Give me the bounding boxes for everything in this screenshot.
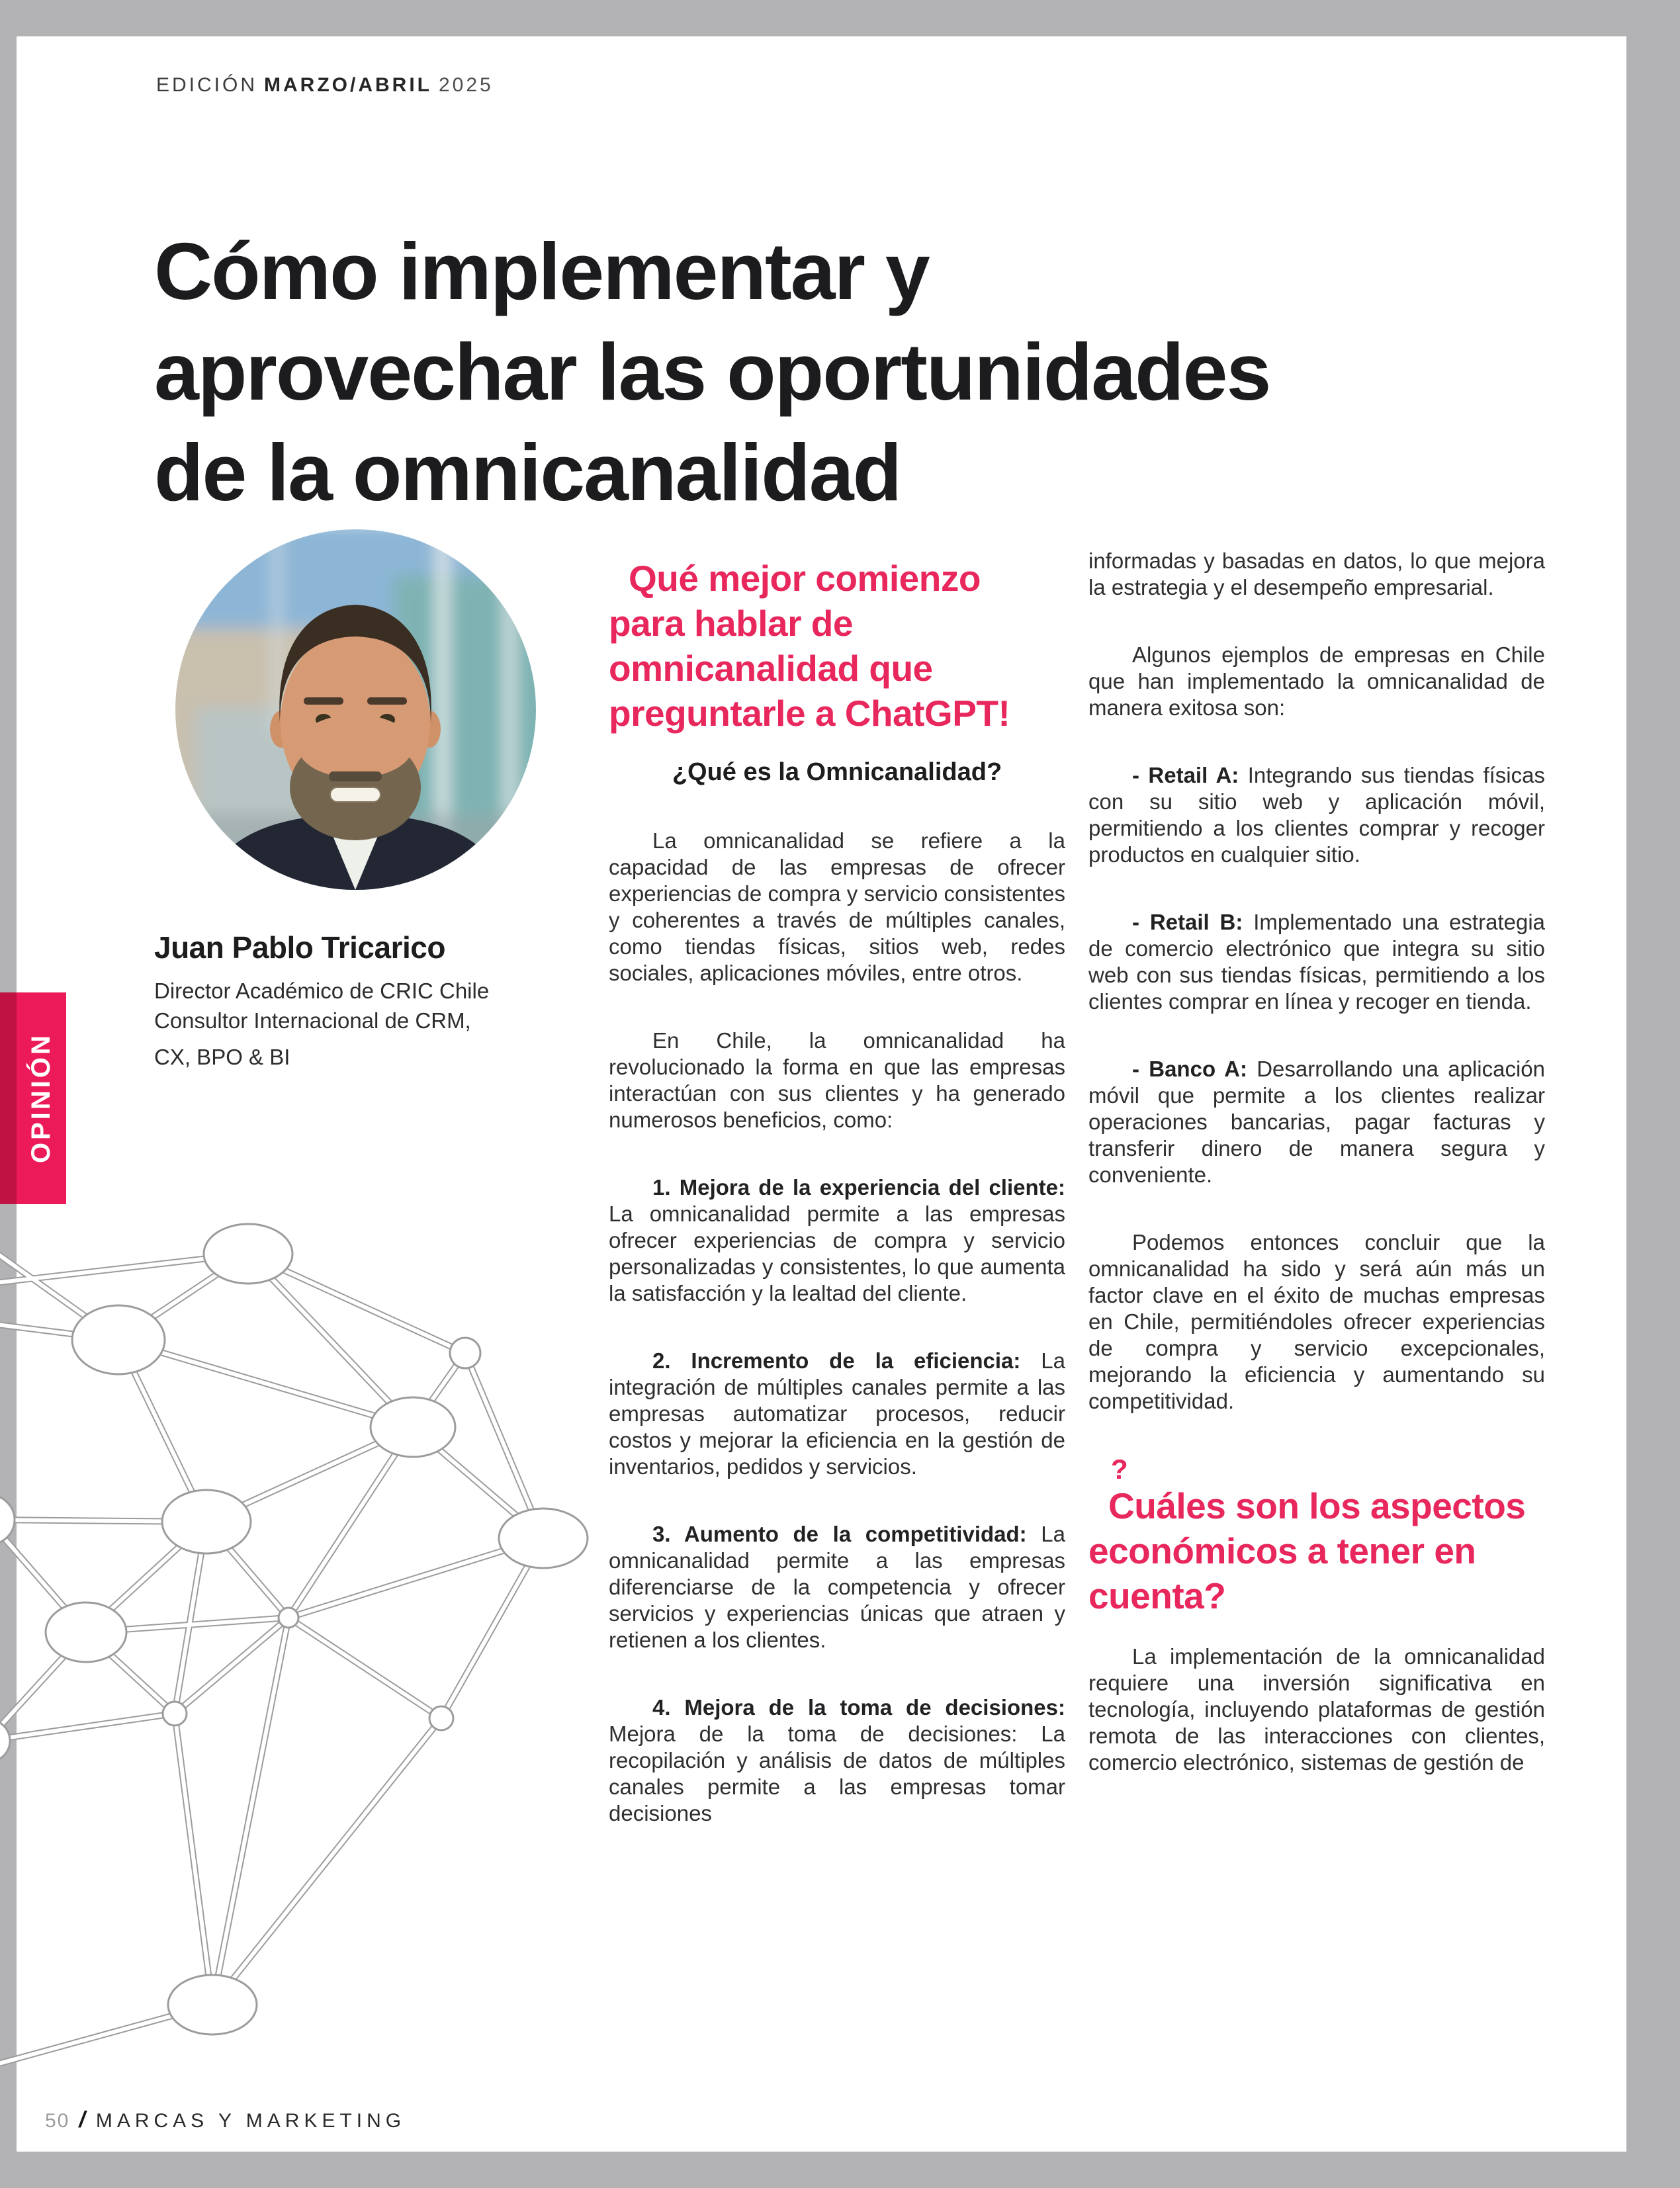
author-photo-illustration [175, 529, 536, 890]
page-frame-bottom [0, 2152, 1680, 2188]
example-banco-a-text: Desarrollando una aplicación móvil que permite a los clientes realizar operaciones bancarias, pagar facturas y transferir dinero de manera segura y conveniente. [1088, 1057, 1545, 1187]
paragraph-conclusion: Podemos entonces concluir que la omnicanalidad ha sido y será aún más un factor clave en el éxito de muchas empresas en Chile, permitiéndoles ofrecer experiencias de compra y servicio excepcionales, mejorando la eficiencia y aumentando su competitividad. [1088, 1230, 1545, 1413]
network-graphic [0, 1221, 629, 2087]
title-line-3: de la omnicanalidad [154, 427, 901, 517]
author-role-3: CX, BPO & BI [154, 1045, 290, 1069]
example-retail-b-text: Implementado una estrategia de comercio electrónico que integra su sitio web con sus tiendas físicas, permitiendo a los clientes comprar en línea y recoger en tienda. [1088, 910, 1546, 1014]
intro-heading-line-2: para hablar de [609, 603, 853, 644]
title-line-1: Cómo implementar y [154, 226, 929, 316]
author-photo [175, 529, 536, 890]
author-block [154, 930, 591, 1072]
list-item-3-lead: 3. Aumento de la competitividad: [652, 1522, 1027, 1546]
edition-period: MARZO/ABRIL [264, 74, 432, 96]
list-item-1-lead: 1. Mejora de la experiencia del cliente: [652, 1175, 1065, 1200]
author-role-2: Consultor Internacional de CRM, [154, 1008, 471, 1033]
paragraph-examples-intro: Algunos ejemplos de empresas en Chile que han implementado la omnicanalidad de manera exitosa son: [1088, 642, 1545, 720]
economics-heading-line-2: económicos a tener en [1088, 1530, 1476, 1571]
footer-slash: / [79, 2107, 85, 2132]
list-item-4-text: Mejora de la toma de decisiones: La recopilación y análisis de datos de múltiples canales permite a las empresas tomar decisiones [609, 1722, 1065, 1825]
paragraph-continuation: informadas y basadas en datos, lo que mejora la estrategia y el desempeño empresarial. [1088, 548, 1545, 599]
section-tab-label: OPINIÓN [26, 1033, 56, 1164]
example-retail-a-lead: - Retail A: [1132, 763, 1239, 787]
example-retail-a [1088, 762, 1545, 868]
page-frame-top [0, 0, 1680, 36]
list-item-1-text: La omnicanalidad permite a las empresas ofrecer experiencias de compra y servicio personalizadas y consistentes, lo que aumenta la satisfacción y la lealtad del cliente. [609, 1202, 1065, 1305]
list-item-4 [609, 1694, 1065, 1827]
column-middle [609, 556, 1065, 1868]
paragraph-omnichannel-definition: La omnicanalidad se refiere a la capacidad de las empresas de ofrecer experiencias de compra y servicio consistentes y coherentes a través de múltiples canales, como tiendas físicas, sitios web, redes sociales, aplicaciones móviles, entre otros. [609, 828, 1065, 985]
question-mark-ornament: ? [1111, 1454, 1128, 1485]
edition-year: 2025 [439, 74, 494, 96]
network-nodes [0, 1224, 588, 2035]
edition-kicker [156, 74, 500, 97]
economics-heading-line-1: Cuáles son los aspectos [1108, 1485, 1526, 1526]
list-item-2-lead: 2. Incremento de la eficiencia: [652, 1348, 1021, 1373]
author-name: Juan Pablo Tricarico [154, 930, 445, 965]
edition-label: EDICIÓN [156, 74, 258, 96]
question-subheading: ¿Qué es la Omnicanalidad? [672, 758, 1002, 786]
list-item-2 [609, 1348, 1065, 1480]
example-banco-a [1088, 1056, 1545, 1188]
title-line-2: aprovechar las oportunidades [154, 326, 1270, 417]
economics-heading-line-3: cuenta? [1088, 1575, 1226, 1616]
page-number: 50 [45, 2110, 70, 2132]
list-item-1 [609, 1174, 1065, 1307]
intro-heading-line-3: omnicanalidad que [609, 648, 933, 689]
example-retail-b-lead: - Retail B: [1132, 910, 1243, 934]
list-item-3-text: La omnicanalidad permite a las empresas diferenciarse de la competencia y ofrecer servicios y experiencias únicas que atraen y retienen a los clientes. [609, 1522, 1065, 1652]
author-role-1: Director Académico de CRIC Chile [154, 979, 490, 1003]
page-title [154, 221, 1544, 523]
example-banco-a-lead: - Banco A: [1132, 1057, 1247, 1081]
page-frame-right [1626, 0, 1680, 2188]
example-retail-a-text: Integrando sus tiendas físicas con su sitio web y aplicación móvil, permitiendo a los clientes comprar y recoger productos en cualquier sitio. [1088, 763, 1545, 867]
intro-heading-line-4: preguntarle a ChatGPT! [609, 693, 1010, 734]
intro-heading [609, 556, 1065, 736]
economics-heading [1088, 1456, 1545, 1618]
paragraph-chile-benefits: En Chile, la omnicanalidad ha revolucionado la forma en que las empresas interactúan con sus clientes y ha generado numerosos beneficios, como: [609, 1028, 1065, 1132]
column-right [1088, 548, 1545, 1817]
paragraph-implementation: La implementación de la omnicanalidad requiere una inversión significativa en tecnología, incluyendo plataformas de gestión remota de las interacciones con clientes, comercio electrónico, sistemas de gestión de [1088, 1644, 1545, 1774]
list-item-3 [609, 1521, 1065, 1653]
footer [45, 2107, 406, 2133]
intro-heading-line-1: Qué mejor comienzo [629, 558, 981, 599]
magazine-name: MARCAS Y MARKETING [95, 2110, 406, 2132]
example-retail-b [1088, 909, 1545, 1015]
section-tab-opinion [0, 992, 66, 1204]
list-item-4-lead: 4. Mejora de la toma de decisiones: [652, 1695, 1065, 1720]
list-item-2-text: La integración de múltiples canales permite a las empresas automatizar procesos, reducir costos y mejorar la eficiencia en la gestión de inventarios, pedidos y servicios. [609, 1348, 1065, 1479]
